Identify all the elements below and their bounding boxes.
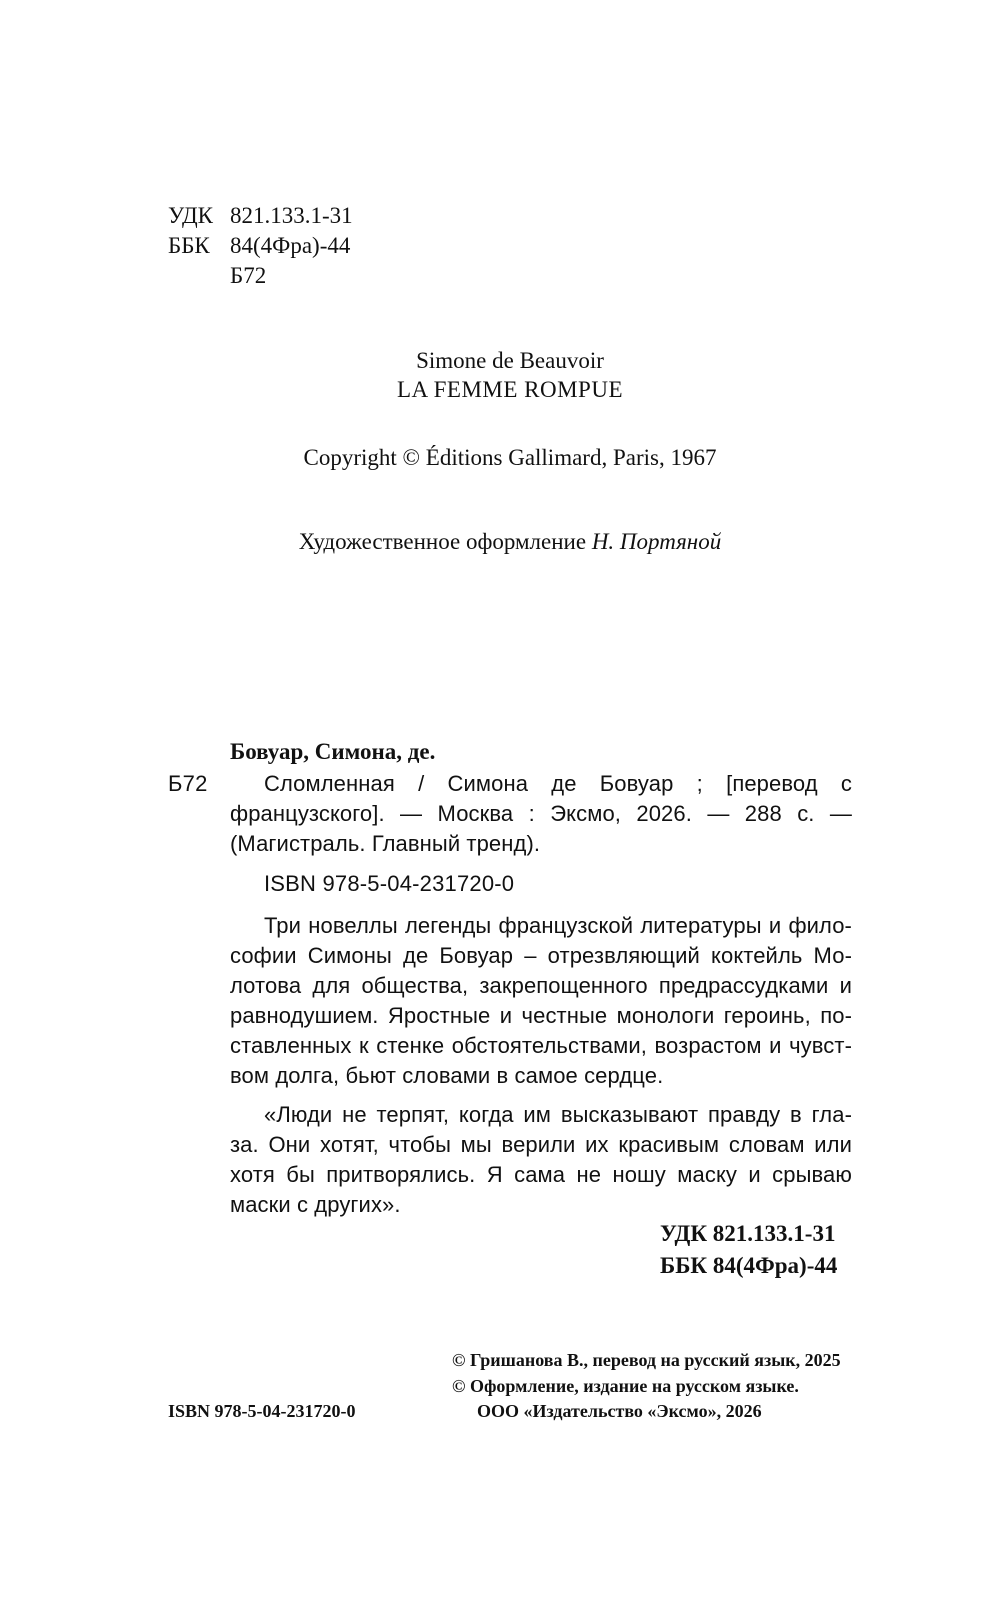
author-sign-top: Б72 xyxy=(230,263,267,288)
copyright-design: © Оформление, издание на русском языке. xyxy=(452,1376,799,1396)
bbk-code-top xyxy=(168,232,350,260)
copyright-translation: © Гришанова В., перевод на русский язык, 2025 xyxy=(452,1350,841,1370)
annotation-line: Три новеллы легенды французской литературы и фило- xyxy=(264,913,852,938)
design-credit-text: Художественное оформление xyxy=(298,529,587,554)
catalog-udk: УДК 821.133.1-31 xyxy=(660,1221,836,1246)
bbk-label: ББК xyxy=(168,233,210,258)
bottom-isbn: ISBN 978-5-04-231720-0 xyxy=(168,1401,356,1421)
udk-code-top xyxy=(168,202,353,230)
design-credit xyxy=(200,528,820,556)
original-author: Simone de Beauvoir xyxy=(416,348,604,373)
description-line: французского]. — Москва : Эксмо, 2026. — 288 с. — xyxy=(230,801,852,826)
catalog-heading: Бовуар, Симона, де. xyxy=(230,739,436,764)
quote-line: хотя бы притворялись. Я сама не ношу маску и срываю xyxy=(230,1162,852,1187)
udk-label: УДК xyxy=(168,203,213,228)
catalog-bbk: ББК 84(4Фра)-44 xyxy=(660,1253,838,1278)
quote-line: маски с других». xyxy=(230,1192,401,1217)
annotation-line: лотова для общества, закрепощенного предрассудками и xyxy=(230,973,852,998)
catalog-description xyxy=(230,769,852,859)
quote-line: за. Они хотят, чтобы мы верили их красивым словам или xyxy=(230,1132,852,1157)
catalog-isbn: ISBN 978-5-04-231720-0 xyxy=(264,871,515,896)
annotation xyxy=(230,911,852,1091)
description-line: Сломленная / Симона де Бовуар ; [перевод с xyxy=(264,771,852,796)
quote-line: «Люди не терпят, когда им высказывают правду в гла- xyxy=(264,1102,852,1127)
annotation-line: равнодушием. Яростные и честные монологи героинь, по- xyxy=(230,1003,852,1028)
udk-value: 821.133.1-31 xyxy=(230,203,353,228)
bbk-value: 84(4Фра)-44 xyxy=(230,233,351,258)
annotation-line: вом долга, бьют словами в самое сердце. xyxy=(230,1063,664,1088)
annotation-line: ставленных к стенке обстоятельствами, возрастом и чувст- xyxy=(230,1033,852,1058)
original-copyright: Copyright © Éditions Gallimard, Paris, 1967 xyxy=(303,445,717,470)
original-title: LA FEMME ROMPUE xyxy=(396,377,624,402)
description-line: (Магистраль. Главный тренд). xyxy=(230,831,541,856)
copyright-publisher: ООО «Издательство «Эксмо», 2026 xyxy=(477,1401,762,1421)
quote xyxy=(230,1100,852,1220)
annotation-line: софии Симоны де Бовуар – отрезвляющий коктейль Мо- xyxy=(230,943,852,968)
designer-name: Н. Портяной xyxy=(591,529,722,554)
catalog-sign: Б72 xyxy=(168,771,208,796)
